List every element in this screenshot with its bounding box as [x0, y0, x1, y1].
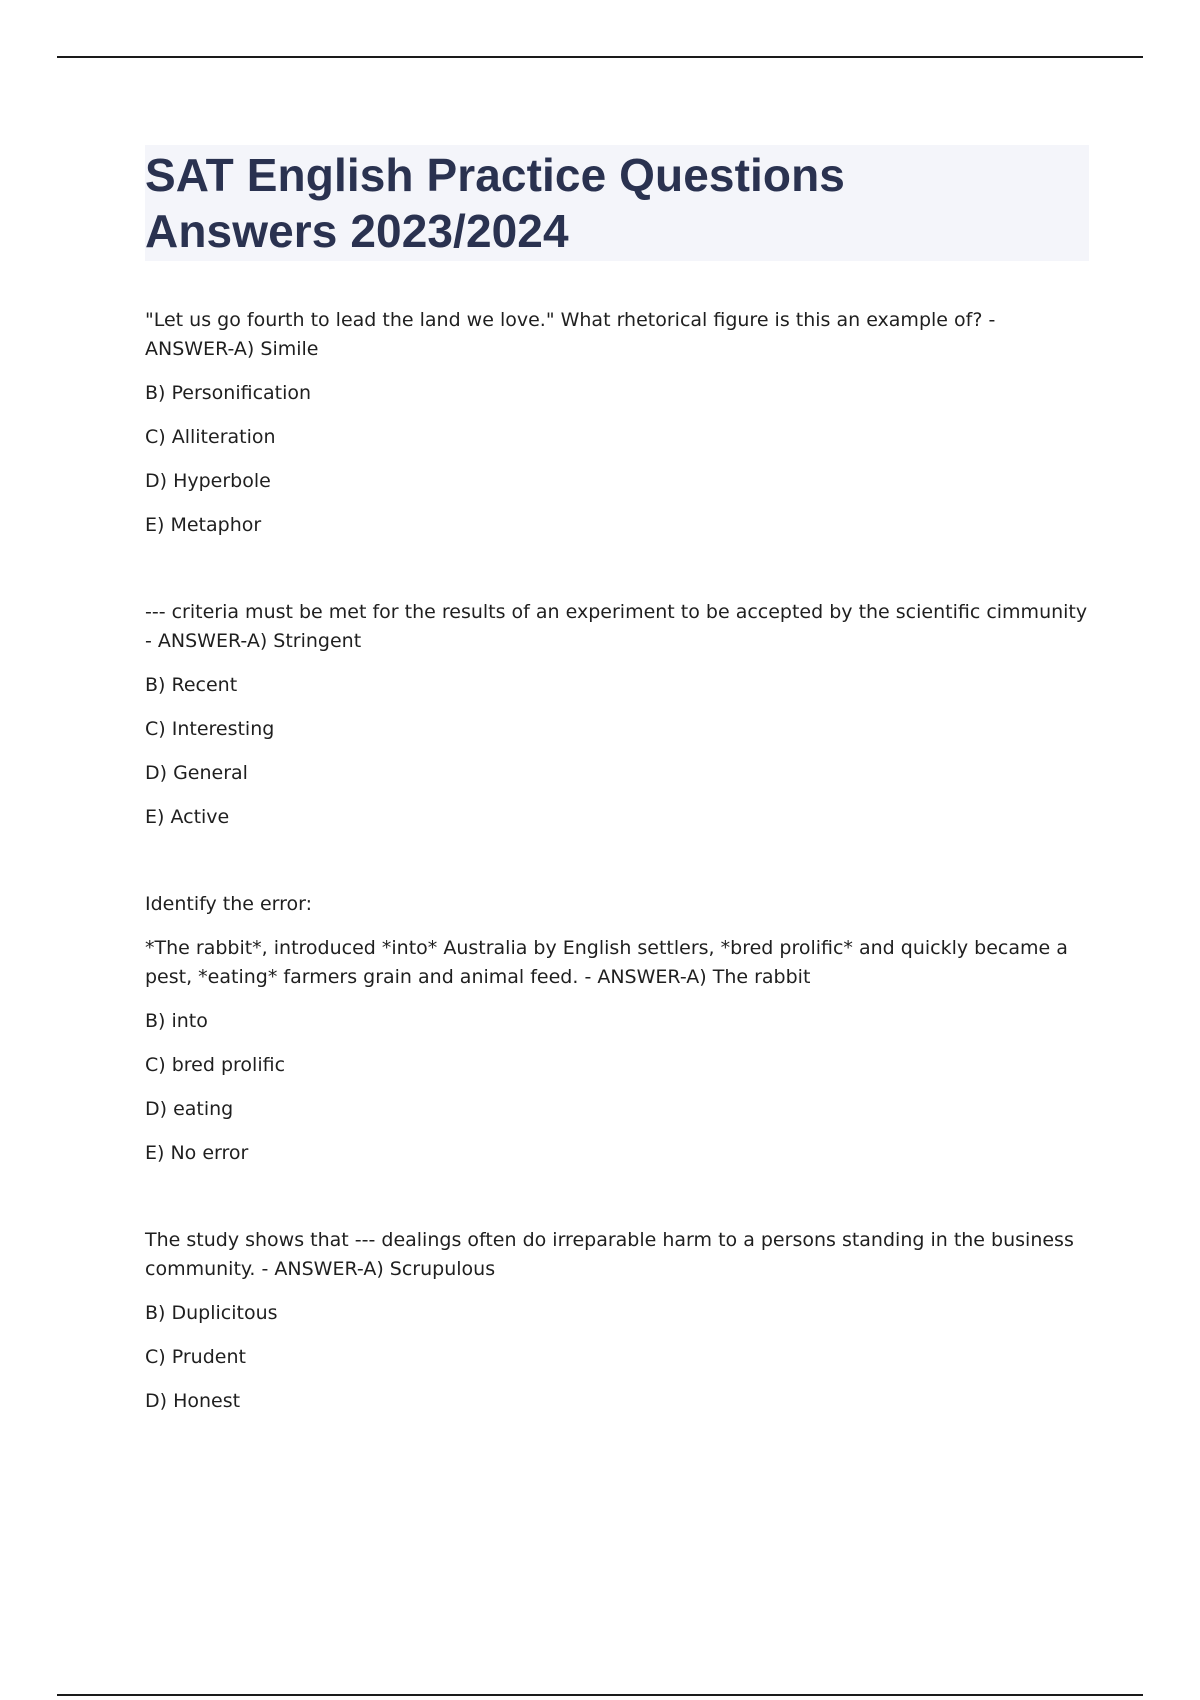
question-text: --- criteria must be met for the results of an experiment to be accepted by the scientific cimmunity - ANSWER-A) Stringent	[145, 601, 1088, 652]
question-block-1	[145, 306, 1089, 540]
answer-option: D) General	[145, 762, 248, 784]
question-heading: Identify the error:	[145, 893, 313, 915]
answer-option: C) Alliteration	[145, 426, 276, 448]
answer-option: C) Interesting	[145, 718, 275, 740]
answer-option: C) Prudent	[145, 1346, 246, 1368]
title-line-2: Answers 2023/2024	[145, 205, 569, 257]
answer-option: D) Honest	[145, 1390, 241, 1412]
question-block-3	[145, 890, 1089, 1168]
document-title	[145, 147, 1089, 259]
answer-option: B) Personification	[145, 382, 312, 404]
answer-option: D) Hyperbole	[145, 470, 271, 492]
title-line-1: SAT English Practice Questions	[145, 149, 845, 201]
question-text: "Let us go fourth to lead the land we love." What rhetorical figure is this an example of? - ANSWER-A) Simile	[145, 309, 996, 360]
question-text: The study shows that --- dealings often do irreparable harm to a persons standing in the business community. - ANSWER-A) Scrupulous	[145, 1229, 1074, 1280]
question-block-2	[145, 598, 1089, 832]
answer-option: B) Recent	[145, 674, 238, 696]
answer-option: E) No error	[145, 1142, 249, 1164]
answer-option: E) Metaphor	[145, 514, 262, 536]
answer-option: D) eating	[145, 1098, 234, 1120]
document-body	[145, 145, 1089, 1431]
answer-option: B) into	[145, 1010, 208, 1032]
answer-option: C) bred prolific	[145, 1054, 286, 1076]
footer-rule	[57, 1694, 1143, 1696]
answer-option: B) Duplicitous	[145, 1302, 278, 1324]
header-rule	[57, 56, 1143, 58]
question-text: *The rabbit*, introduced *into* Australia by English settlers, *bred prolific* and quickly became a pest, *eating* farmers grain and animal feed. - ANSWER-A) The rabbit	[145, 937, 1068, 988]
question-list	[145, 306, 1089, 1416]
title-banner	[145, 145, 1089, 261]
answer-option: E) Active	[145, 806, 230, 828]
question-block-4	[145, 1226, 1089, 1416]
